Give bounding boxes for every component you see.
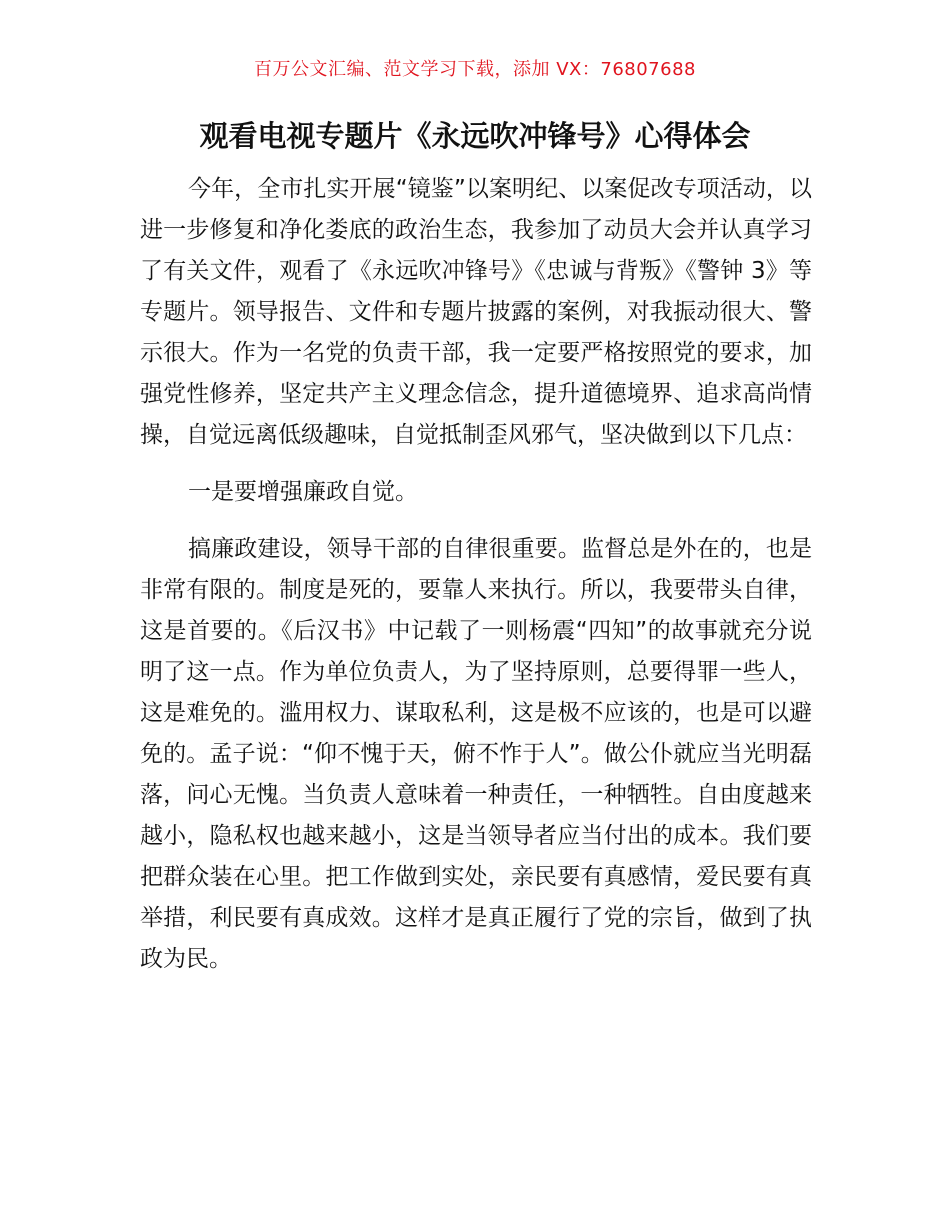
document-title: 观看电视专题片《永远吹冲锋号》心得体会 xyxy=(199,119,751,153)
paragraph-point-one-heading: 一是要增强廉政自觉。 xyxy=(188,479,418,505)
document-body xyxy=(140,169,812,980)
paragraph-self-discipline: 搞廉政建设，领导干部的自律很重要。监督总是外在的，也是非常有限的。制度是死的，要靠人来执行。所以，我要带头自律，这是首要的。《后汉书》中记载了一则杨震“四知”的故事就充分说明了这一点。作为单位负责人，为了坚持原则，总要得罪一些人，这是难免的。滥用权力、谋取私利，这是极不应该的，也是可以避免的。孟子说：“仰不愧于天，俯不怍于人”。做公仆就应当光明磊落，问心无愧。当负责人意味着一种责任，一种牺牲。自由度越来越小，隐私权也越来越小，这是当领导者应当付出的成本。我们要把群众装在心里。把工作做到实处，亲民要有真感情，爱民要有真举措，利民要有真成效。这样才是真正履行了党的宗旨，做到了执政为民。 xyxy=(140,536,812,972)
paragraph-intro: 今年，全市扎实开展“镜鉴”以案明纪、以案促改专项活动，以进一步修复和净化娄底的政治生态，我参加了动员大会并认真学习了有关文件，观看了《永远吹冲锋号》《忠诚与背叛》《警钟 3》等专题片。领导报告、文件和专题片披露的案例，对我振动很大、警示很大。作为一名党的负责干部，我一定要严格按照党的要求，加强党性修养，坚定共产主义理念信念，提升道德境界、追求高尚情操，自觉远离低级趣味，自觉抵制歪风邪气，坚决做到以下几点： xyxy=(140,176,812,448)
header-contact-note: 百万公文汇编、范文学习下载，添加 VX：76807688 xyxy=(254,59,696,80)
